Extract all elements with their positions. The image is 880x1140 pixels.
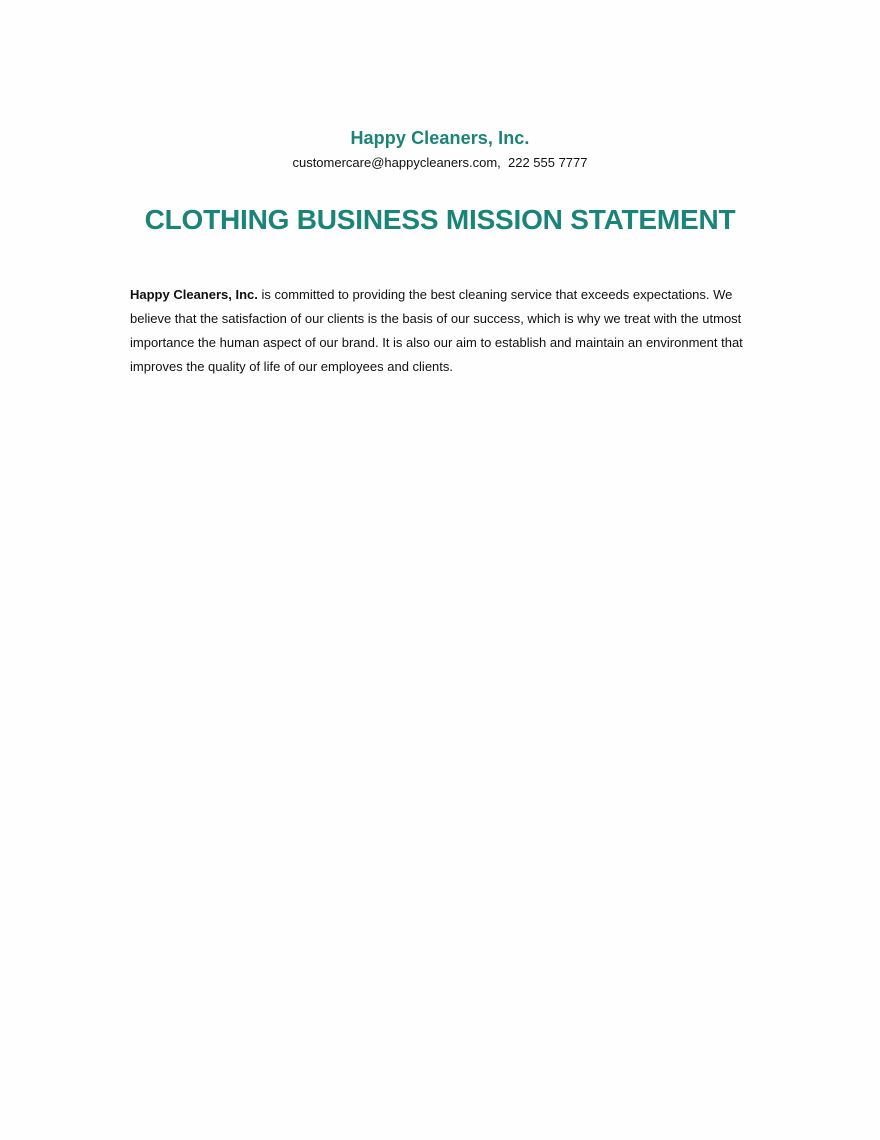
mission-statement-paragraph	[130, 283, 755, 379]
company-name-inline: Happy Cleaners, Inc.	[130, 287, 258, 302]
company-name: Happy Cleaners, Inc.	[350, 128, 530, 148]
document-title: CLOTHING BUSINESS MISSION STATEMENT	[144, 204, 736, 235]
mission-statement-text: is committed to providing the best cleaning service that exceeds expectations. We believe that the satisfaction of our clients is the basis of our success, which is why we treat with the utmost importance the human aspect of our brand. It is also our aim to establish and maintain an environment that improves the quality of life of our employees and clients.	[130, 287, 743, 374]
contact-line: customercare@happycleaners.com, 222 555 7777	[292, 155, 588, 170]
